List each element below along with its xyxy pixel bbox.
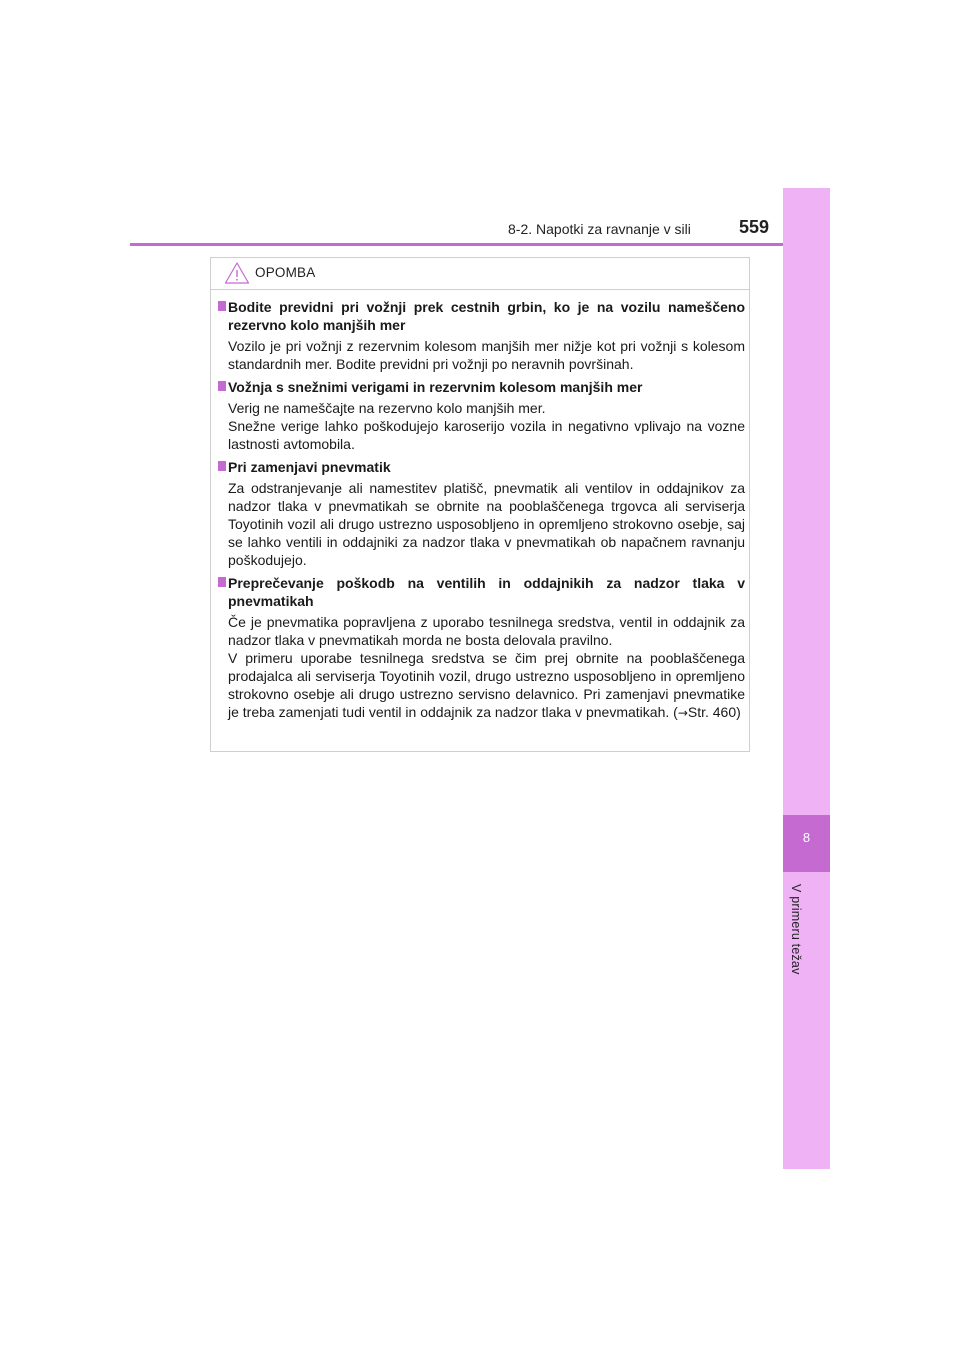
- square-bullet-icon: [218, 381, 226, 391]
- item-paragraph: Snežne verige lahko poškodujejo karoserijo vozila in negativno vplivajo na vozne lastnosti avtomobila.: [228, 418, 745, 452]
- item-heading: [216, 574, 745, 610]
- item-paragraph-text: V primeru uporabe tesnilnega sredstva se čim prej obrnite na pooblaščenega prodajalca ali serviserja Toyotinih vozil, drugo ustrezno usposobljeno in opremljeno strokovno osebje ali drugo ustrezno servisno delavnico. Pri zamenjavi pnevmatike je treba zamenjati tudi ventil in oddajnik za nadzor tlaka v pnevmatikah. (: [228, 650, 745, 720]
- square-bullet-icon: [218, 301, 226, 311]
- square-bullet-icon: [218, 577, 226, 587]
- header-divider: [130, 243, 830, 246]
- item-paragraph: Za odstranjevanje ali namestitev platišč, pnevmatik ali ventilov in oddajnikov za nadzor tlaka v pnevmatikah se obrnite na pooblaščenega trgovca ali serviserja Toyotinih vozil ali drugo ustrezno usposobljeno in opremljeno strokovno osebje, saj se lahko ventili in oddajniki za nadzor tlaka v pnevmatikah ob napačnem ravnanju poškodujejo.: [228, 480, 745, 568]
- item-heading-text: Bodite previdni pri vožnji prek cestnih grbin, ko je na vozilu nameščeno rezervno kolo manjših mer: [228, 299, 745, 333]
- section-title: 8-2. Napotki za ravnanje v sili: [508, 221, 691, 237]
- item-paragraph: Verig ne nameščajte na rezervno kolo manjših mer.: [228, 400, 546, 416]
- item-heading-text: Vožnja s snežnimi verigami in rezervnim kolesom manjših mer: [228, 379, 643, 395]
- notice-box: [210, 257, 750, 752]
- chapter-title: V primeru težav: [789, 884, 803, 975]
- item-paragraph: Če je pnevmatika popravljena z uporabo tesnilnega sredstva, ventil in oddajnik za nadzor tlaka v pnevmatikah morda ne bosta delovala pravilno.: [228, 614, 745, 648]
- item-body: [216, 337, 745, 373]
- notice-content: [216, 298, 745, 727]
- item-heading: [216, 298, 745, 334]
- chapter-side-tab: [783, 188, 830, 1169]
- chapter-number: 8: [802, 830, 811, 845]
- item-body: [216, 613, 745, 722]
- item-body: [216, 399, 745, 453]
- notice-header: [211, 258, 749, 290]
- reference-arrow-icon: →: [677, 706, 688, 720]
- item-body: [216, 479, 745, 569]
- item-paragraph-with-ref: [228, 649, 745, 722]
- square-bullet-icon: [218, 461, 226, 471]
- item-heading: [216, 458, 745, 476]
- item-heading-text: Preprečevanje poškodb na ventilih in oddajnikih za nadzor tlaka v pnevmatikah: [228, 575, 745, 609]
- page-reference-link[interactable]: Str. 460): [687, 704, 741, 720]
- page-number: 559: [739, 217, 770, 237]
- item-heading-text: Pri zamenjavi pnevmatik: [228, 459, 391, 475]
- warning-triangle-icon: [224, 261, 250, 285]
- notice-title: OPOMBA: [255, 265, 316, 280]
- item-paragraph: Vozilo je pri vožnji z rezervnim kolesom manjših mer nižje kot pri vožnji s kolesom standardnih mer. Bodite previdni pri vožnji po neravnih površinah.: [228, 338, 745, 372]
- item-heading: [216, 378, 745, 396]
